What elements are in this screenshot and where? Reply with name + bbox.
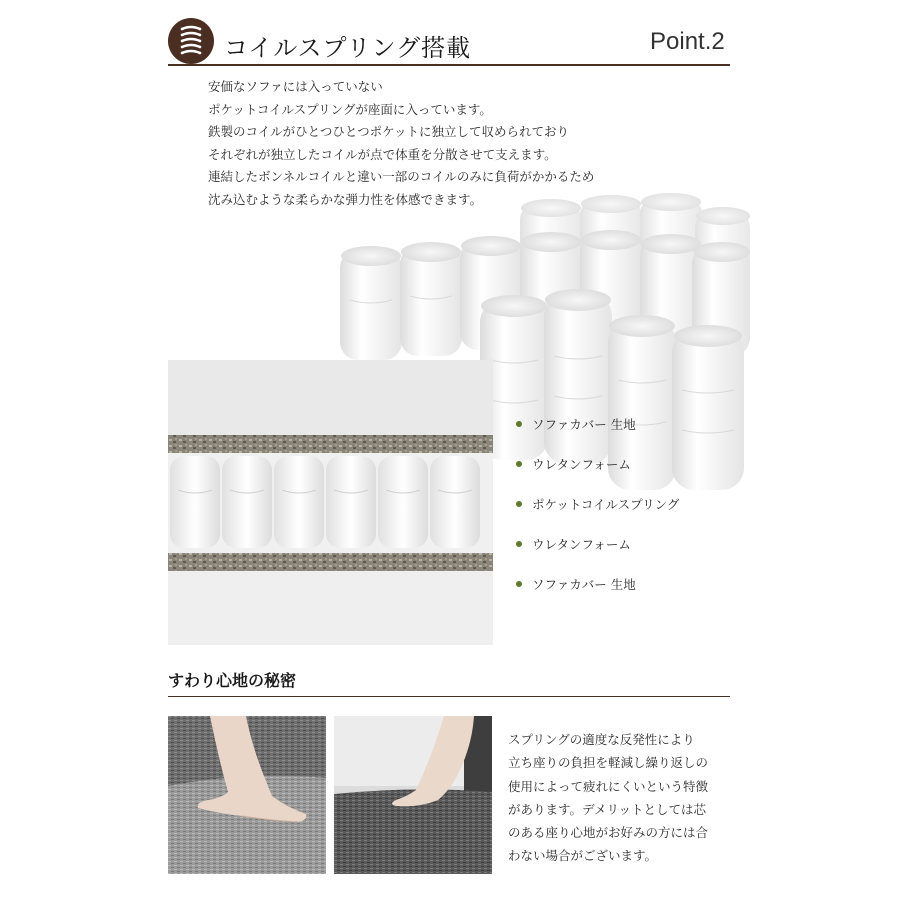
cushion-cross-section-image: [168, 360, 493, 645]
legend-label: ウレタンフォーム: [532, 537, 631, 552]
body-line: 使用によって疲れにくいという特徴: [508, 778, 709, 794]
intro-line: 鉄製のコイルがひとつひとつポケットに独立して収められており: [208, 124, 570, 140]
intro-line: それぞれが独立したコイルが点で体重を分散させて支えます。: [208, 146, 557, 162]
bullet-icon: [516, 421, 522, 427]
header-badge: [168, 18, 214, 64]
legend-label: ウレタンフォーム: [532, 457, 631, 472]
legend-item: [516, 444, 736, 484]
legend-item: [516, 564, 736, 604]
legend-label: ポケットコイルスプリング: [532, 497, 680, 512]
layer-legend: [516, 404, 736, 604]
page-title: コイルスプリング搭載: [224, 34, 472, 62]
hand-pressing-cushion-image-2: [334, 716, 492, 874]
intro-line: ポケットコイルスプリングが座面に入っています。: [208, 101, 492, 117]
legend-item: [516, 404, 736, 444]
body-line: のある座り心地がお好みの方には合: [508, 825, 709, 841]
section-divider: [168, 696, 730, 697]
hand-pressing-cushion-image-1: [168, 716, 326, 874]
body-line: スプリングの適度な反発性により: [508, 732, 695, 747]
body-line: わない場合がございます。: [508, 848, 658, 864]
section-body: [508, 728, 736, 868]
intro-line: 安価なソファには入っていない: [208, 79, 383, 94]
legend-item: [516, 524, 736, 564]
intro-line: 連結したボンネルコイルと違い一部のコイルのみに負荷がかかるため: [208, 169, 595, 185]
legend-item: [516, 484, 736, 524]
bullet-icon: [516, 581, 522, 587]
body-line: があります。デメリットとしては芯: [508, 801, 707, 817]
body-line: 立ち座りの負担を軽減し繰り返しの: [508, 755, 709, 771]
bullet-icon: [516, 501, 522, 507]
point-label: Point.2: [650, 28, 725, 55]
header-divider: [168, 64, 730, 66]
bullet-icon: [516, 541, 522, 547]
legend-label: ソファカバー 生地: [532, 417, 636, 432]
coil-spring-icon: [176, 24, 206, 58]
intro-line: 沈み込むような柔らかな弾力性を体感できます。: [208, 191, 483, 207]
cross-section-graphic: [168, 360, 493, 645]
legend-label: ソファカバー 生地: [532, 577, 636, 592]
bullet-icon: [516, 461, 522, 467]
section-title: すわり心地の秘密: [168, 671, 297, 690]
